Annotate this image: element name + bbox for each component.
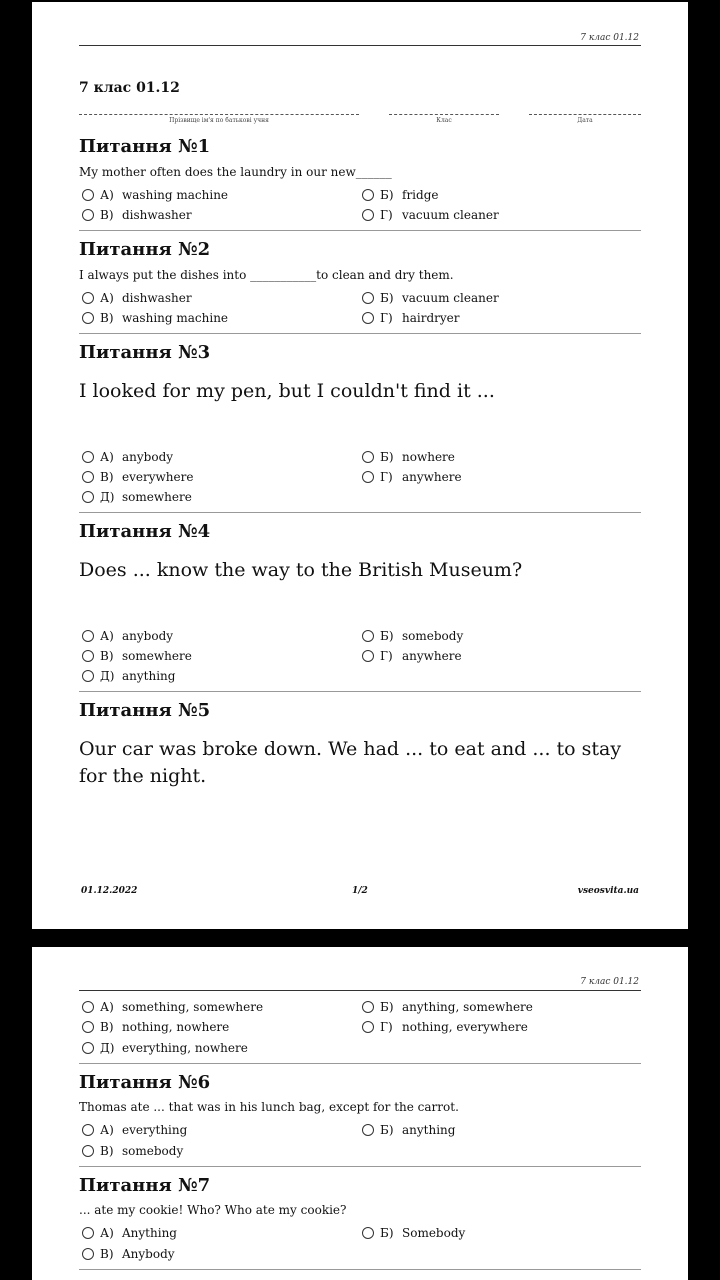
header-rule (79, 45, 641, 46)
answer-option[interactable]: Д) anything (82, 669, 175, 683)
question-divider (79, 691, 641, 692)
answer-option[interactable]: Б) Somebody (362, 1226, 465, 1240)
question-text: I looked for my pen, but I couldn't find it ... (79, 380, 495, 402)
question-divider (79, 333, 641, 334)
question-title: Питання №5 (79, 700, 211, 721)
question-divider (79, 230, 641, 231)
radio-button[interactable] (82, 292, 94, 304)
answer-option[interactable]: В) Anybody (82, 1247, 175, 1261)
answer-option[interactable]: А) dishwasher (82, 291, 192, 305)
question-divider (79, 1063, 641, 1064)
radio-button[interactable] (82, 1042, 94, 1054)
answer-option[interactable]: А) something, somewhere (82, 1000, 263, 1014)
answer-option[interactable]: В) everywhere (82, 470, 193, 484)
radio-button[interactable] (82, 1227, 94, 1239)
footer-page-number: 1/2 (352, 886, 368, 896)
radio-button[interactable] (362, 209, 374, 221)
question-title: Питання №2 (79, 239, 211, 260)
answer-option[interactable]: В) washing machine (82, 311, 228, 325)
radio-button[interactable] (362, 1124, 374, 1136)
page-header-tag: 7 клас 01.12 (580, 33, 639, 43)
radio-button[interactable] (82, 189, 94, 201)
radio-button[interactable] (362, 312, 374, 324)
answer-option[interactable]: А) Anything (82, 1226, 177, 1240)
radio-button[interactable] (362, 650, 374, 662)
question-title: Питання №1 (79, 136, 211, 157)
radio-button[interactable] (82, 1124, 94, 1136)
answer-option[interactable]: А) everything (82, 1123, 187, 1137)
radio-button[interactable] (362, 471, 374, 483)
radio-button[interactable] (82, 630, 94, 642)
answer-option[interactable]: Д) somewhere (82, 490, 192, 504)
radio-button[interactable] (362, 1001, 374, 1013)
radio-button[interactable] (362, 630, 374, 642)
class-field[interactable] (389, 114, 499, 115)
question-title: Питання №7 (79, 1175, 211, 1196)
question-title: Питання №3 (79, 342, 211, 363)
doc-title: 7 клас 01.12 (79, 80, 180, 96)
question-text: ... ate my cookie! Who? Who ate my cookie? (79, 1203, 347, 1217)
answer-option[interactable]: А) anybody (82, 450, 173, 464)
answer-option[interactable]: Д) everything, nowhere (82, 1041, 248, 1055)
question-title: Питання №6 (79, 1072, 211, 1093)
radio-button[interactable] (82, 1021, 94, 1033)
radio-button[interactable] (82, 1248, 94, 1260)
answer-option[interactable]: А) anybody (82, 629, 173, 643)
question-title: Питання №4 (79, 521, 211, 542)
radio-button[interactable] (82, 1001, 94, 1013)
footer-site: vseosvita.ua (577, 886, 639, 896)
answer-option[interactable]: Г) nothing, everywhere (362, 1020, 528, 1034)
radio-button[interactable] (82, 312, 94, 324)
radio-button[interactable] (82, 670, 94, 682)
radio-button[interactable] (82, 471, 94, 483)
radio-button[interactable] (82, 491, 94, 503)
answer-option[interactable]: Г) vacuum cleaner (362, 208, 499, 222)
document-page-1 (32, 2, 688, 929)
answer-option[interactable]: В) somewhere (82, 649, 192, 663)
question-text: Does ... know the way to the British Museum? (79, 559, 523, 581)
answer-option[interactable]: Б) somebody (362, 629, 463, 643)
answer-option[interactable]: Б) anything (362, 1123, 455, 1137)
question-divider (79, 1166, 641, 1167)
date-field-label: Дата (577, 117, 593, 124)
radio-button[interactable] (362, 451, 374, 463)
question-text: I always put the dishes into ___________to clean and dry them. (79, 268, 454, 282)
answer-option[interactable]: Г) anywhere (362, 470, 462, 484)
radio-button[interactable] (362, 189, 374, 201)
answer-option[interactable]: В) dishwasher (82, 208, 192, 222)
class-field-label: Клас (436, 117, 452, 124)
answer-option[interactable]: Г) hairdryer (362, 311, 460, 325)
question-text: Thomas ate ... that was in his lunch bag, except for the carrot. (79, 1100, 459, 1114)
radio-button[interactable] (362, 292, 374, 304)
radio-button[interactable] (362, 1227, 374, 1239)
name-field[interactable] (79, 114, 359, 115)
document-page-2 (32, 947, 688, 1280)
footer-date: 01.12.2022 (81, 886, 138, 896)
radio-button[interactable] (82, 451, 94, 463)
answer-option[interactable]: А) washing machine (82, 188, 228, 202)
name-field-label: Прізвище ім'я по батькові учня (169, 117, 269, 124)
page-header-tag: 7 клас 01.12 (580, 977, 639, 987)
answer-option[interactable]: Б) fridge (362, 188, 438, 202)
answer-option[interactable]: В) nothing, nowhere (82, 1020, 229, 1034)
question-text: Our car was broke down. We had ... to eat and ... to stay for the night. (79, 738, 622, 787)
header-rule (79, 990, 641, 991)
answer-option[interactable]: В) somebody (82, 1144, 183, 1158)
answer-option[interactable]: Б) anything, somewhere (362, 1000, 533, 1014)
question-divider (79, 512, 641, 513)
radio-button[interactable] (82, 1145, 94, 1157)
question-text: My mother often does the laundry in our new______ (79, 165, 392, 179)
radio-button[interactable] (362, 1021, 374, 1033)
answer-option[interactable]: Б) vacuum cleaner (362, 291, 499, 305)
answer-option[interactable]: Г) anywhere (362, 649, 462, 663)
radio-button[interactable] (82, 209, 94, 221)
date-field[interactable] (529, 114, 641, 115)
radio-button[interactable] (82, 650, 94, 662)
answer-option[interactable]: Б) nowhere (362, 450, 455, 464)
question-divider (79, 1269, 641, 1270)
